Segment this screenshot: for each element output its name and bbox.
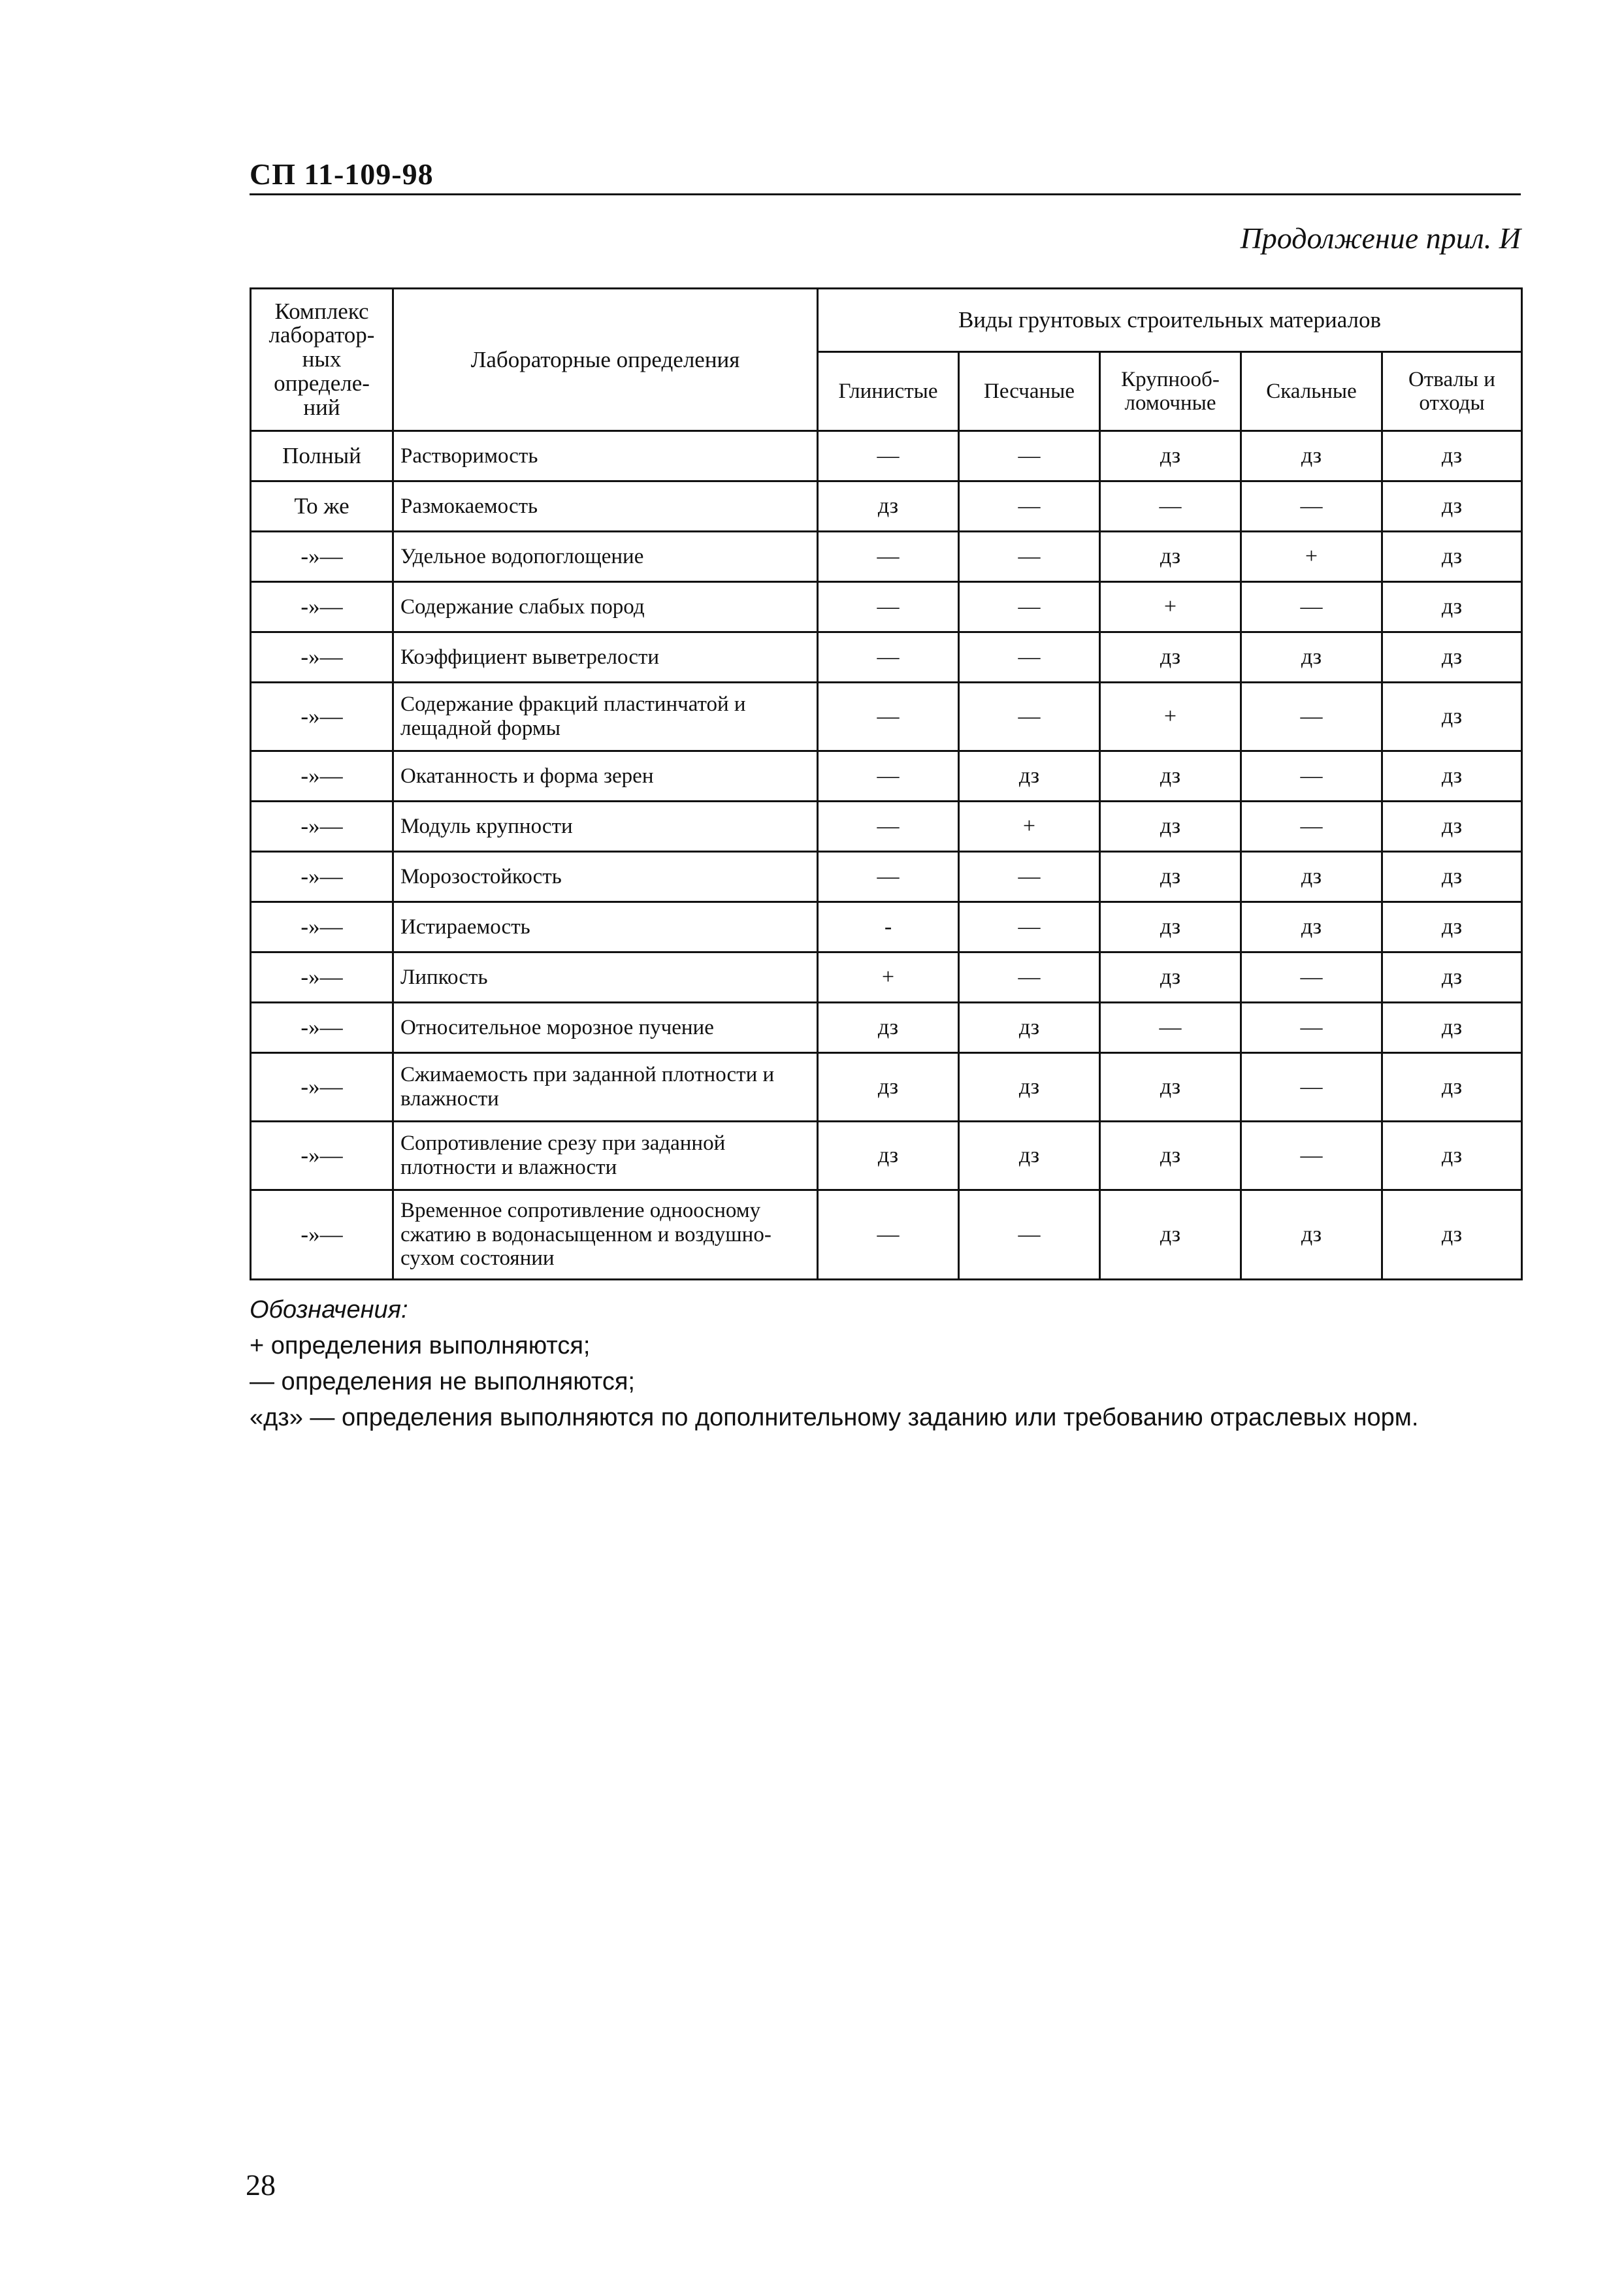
- legend-item-dz: «дз» — определения выполняются по дополнительному заданию или требованию отраслевых норм.: [250, 1404, 1419, 1432]
- cell-value: дз: [959, 751, 1100, 802]
- cell-value: —: [818, 683, 959, 751]
- cell-complex: -»—: [251, 852, 393, 902]
- cell-value: дз: [1100, 751, 1241, 802]
- cell-complex: -»—: [251, 952, 393, 1003]
- table-row: [251, 582, 1522, 632]
- cell-value: —: [959, 632, 1100, 683]
- cell-complex: То же: [251, 481, 393, 532]
- cell-value: дз: [818, 1122, 959, 1190]
- cell-determination: Окатанность и форма зерен: [393, 751, 818, 802]
- cell-value: —: [1241, 481, 1382, 532]
- table-row: [251, 431, 1522, 481]
- cell-value: дз: [1382, 431, 1522, 481]
- cell-value: дз: [1382, 632, 1522, 683]
- cell-determination: Содержание фракций пластинчатой и лещадной формы: [393, 683, 818, 751]
- cell-value: —: [959, 902, 1100, 952]
- header-col-coarse: Крупнооб- ломочные: [1100, 352, 1241, 431]
- cell-value: —: [1100, 1003, 1241, 1053]
- cell-determination: Липкость: [393, 952, 818, 1003]
- header-rule: [250, 193, 1521, 195]
- cell-value: дз: [1382, 1122, 1522, 1190]
- cell-value: дз: [1382, 1190, 1522, 1280]
- cell-complex: Полный: [251, 431, 393, 481]
- header-col-clay: Глинистые: [818, 352, 959, 431]
- table-row: [251, 1053, 1522, 1122]
- cell-value: —: [1241, 683, 1382, 751]
- cell-value: дз: [818, 481, 959, 532]
- legend: [250, 1292, 1419, 1436]
- cell-value: дз: [959, 1053, 1100, 1122]
- cell-value: —: [818, 582, 959, 632]
- cell-value: —: [1241, 751, 1382, 802]
- cell-value: дз: [1100, 1053, 1241, 1122]
- table-row: [251, 1122, 1522, 1190]
- cell-value: —: [959, 481, 1100, 532]
- cell-value: дз: [1382, 532, 1522, 582]
- table-row: [251, 632, 1522, 683]
- cell-complex: -»—: [251, 1190, 393, 1280]
- cell-complex: -»—: [251, 902, 393, 952]
- cell-value: дз: [1241, 852, 1382, 902]
- cell-value: —: [959, 852, 1100, 902]
- cell-value: —: [959, 532, 1100, 582]
- cell-value: —: [959, 952, 1100, 1003]
- cell-value: —: [1241, 802, 1382, 852]
- cell-complex: -»—: [251, 751, 393, 802]
- cell-value: дз: [1100, 1122, 1241, 1190]
- table-row: [251, 1003, 1522, 1053]
- cell-value: дз: [1241, 902, 1382, 952]
- table-row: [251, 902, 1522, 952]
- cell-value: дз: [1382, 1003, 1522, 1053]
- cell-value: дз: [1241, 1190, 1382, 1280]
- cell-value: +: [1100, 582, 1241, 632]
- cell-value: —: [1241, 1003, 1382, 1053]
- cell-determination: Коэффициент выветрелости: [393, 632, 818, 683]
- cell-value: —: [818, 532, 959, 582]
- cell-determination: Истираемость: [393, 902, 818, 952]
- cell-determination: Содержание слабых пород: [393, 582, 818, 632]
- continuation-label: Продолжение прил. И: [1240, 221, 1521, 255]
- cell-value: дз: [1382, 952, 1522, 1003]
- table-row: [251, 802, 1522, 852]
- cell-determination: Морозостойкость: [393, 852, 818, 902]
- cell-complex: -»—: [251, 1053, 393, 1122]
- cell-value: дз: [1382, 683, 1522, 751]
- cell-value: дз: [1382, 481, 1522, 532]
- cell-value: —: [1241, 582, 1382, 632]
- header-complex: Комплекс лаборатор- ных определе- ний: [251, 289, 393, 431]
- cell-value: дз: [1382, 902, 1522, 952]
- cell-value: —: [818, 802, 959, 852]
- cell-determination: Сопротивление срезу при заданной плотности и влажности: [393, 1122, 818, 1190]
- cell-value: дз: [818, 1003, 959, 1053]
- cell-value: дз: [1382, 1053, 1522, 1122]
- cell-value: дз: [959, 1003, 1100, 1053]
- header-col-sand: Песчаные: [959, 352, 1100, 431]
- document-code: СП 11-109-98: [250, 157, 434, 191]
- cell-value: дз: [959, 1122, 1100, 1190]
- cell-determination: Модуль крупности: [393, 802, 818, 852]
- cell-value: дз: [1100, 532, 1241, 582]
- cell-value: дз: [1100, 952, 1241, 1003]
- cell-value: дз: [1382, 802, 1522, 852]
- cell-value: дз: [1100, 852, 1241, 902]
- cell-value: +: [1241, 532, 1382, 582]
- cell-value: дз: [1382, 852, 1522, 902]
- cell-complex: -»—: [251, 683, 393, 751]
- legend-item-plus: + определения выполняются;: [250, 1332, 591, 1360]
- cell-value: дз: [1382, 751, 1522, 802]
- cell-value: +: [1100, 683, 1241, 751]
- header-col-rock: Скальные: [1241, 352, 1382, 431]
- cell-value: дз: [818, 1053, 959, 1122]
- cell-value: —: [959, 1190, 1100, 1280]
- lab-determinations-table: [250, 287, 1523, 1280]
- cell-value: дз: [1382, 582, 1522, 632]
- cell-determination: Сжимаемость при заданной плотности и влажности: [393, 1053, 818, 1122]
- table-row: [251, 751, 1522, 802]
- cell-value: —: [1100, 481, 1241, 532]
- page-number: 28: [246, 2168, 276, 2202]
- cell-value: дз: [1100, 632, 1241, 683]
- cell-determination: Размокаемость: [393, 481, 818, 532]
- cell-value: —: [818, 632, 959, 683]
- cell-value: —: [1241, 1122, 1382, 1190]
- cell-value: дз: [1241, 431, 1382, 481]
- header-material-types: Виды грунтовых строительных материалов: [818, 289, 1522, 352]
- cell-complex: -»—: [251, 532, 393, 582]
- cell-value: дз: [1100, 802, 1241, 852]
- cell-value: —: [1241, 1053, 1382, 1122]
- cell-complex: -»—: [251, 582, 393, 632]
- cell-determination: Относительное морозное пучение: [393, 1003, 818, 1053]
- cell-value: дз: [1100, 431, 1241, 481]
- cell-determination: Временное сопротивление одноосному сжатию в водонасыщенном и воздушно-сухом состоянии: [393, 1190, 818, 1280]
- cell-value: —: [818, 431, 959, 481]
- legend-item-dash: — определения не выполняются;: [250, 1368, 635, 1396]
- cell-value: —: [1241, 952, 1382, 1003]
- table-row: [251, 952, 1522, 1003]
- table-row: [251, 532, 1522, 582]
- cell-value: —: [818, 751, 959, 802]
- table-row: [251, 683, 1522, 751]
- cell-value: —: [818, 1190, 959, 1280]
- cell-value: дз: [1241, 632, 1382, 683]
- cell-determination: Растворимость: [393, 431, 818, 481]
- cell-determination: Удельное водопоглощение: [393, 532, 818, 582]
- header-lab-determinations: Лабораторные определения: [393, 289, 818, 431]
- table-row: [251, 481, 1522, 532]
- cell-value: дз: [1100, 1190, 1241, 1280]
- cell-complex: -»—: [251, 1003, 393, 1053]
- legend-title: Обозначения:: [250, 1296, 408, 1324]
- cell-value: дз: [1100, 902, 1241, 952]
- cell-complex: -»—: [251, 1122, 393, 1190]
- table-row: [251, 852, 1522, 902]
- cell-value: —: [818, 852, 959, 902]
- cell-value: —: [959, 683, 1100, 751]
- cell-value: —: [959, 582, 1100, 632]
- cell-value: -: [818, 902, 959, 952]
- cell-value: —: [959, 431, 1100, 481]
- cell-complex: -»—: [251, 802, 393, 852]
- cell-value: +: [959, 802, 1100, 852]
- cell-complex: -»—: [251, 632, 393, 683]
- table-row: [251, 1190, 1522, 1280]
- cell-value: +: [818, 952, 959, 1003]
- header-col-waste: Отвалы и отходы: [1382, 352, 1522, 431]
